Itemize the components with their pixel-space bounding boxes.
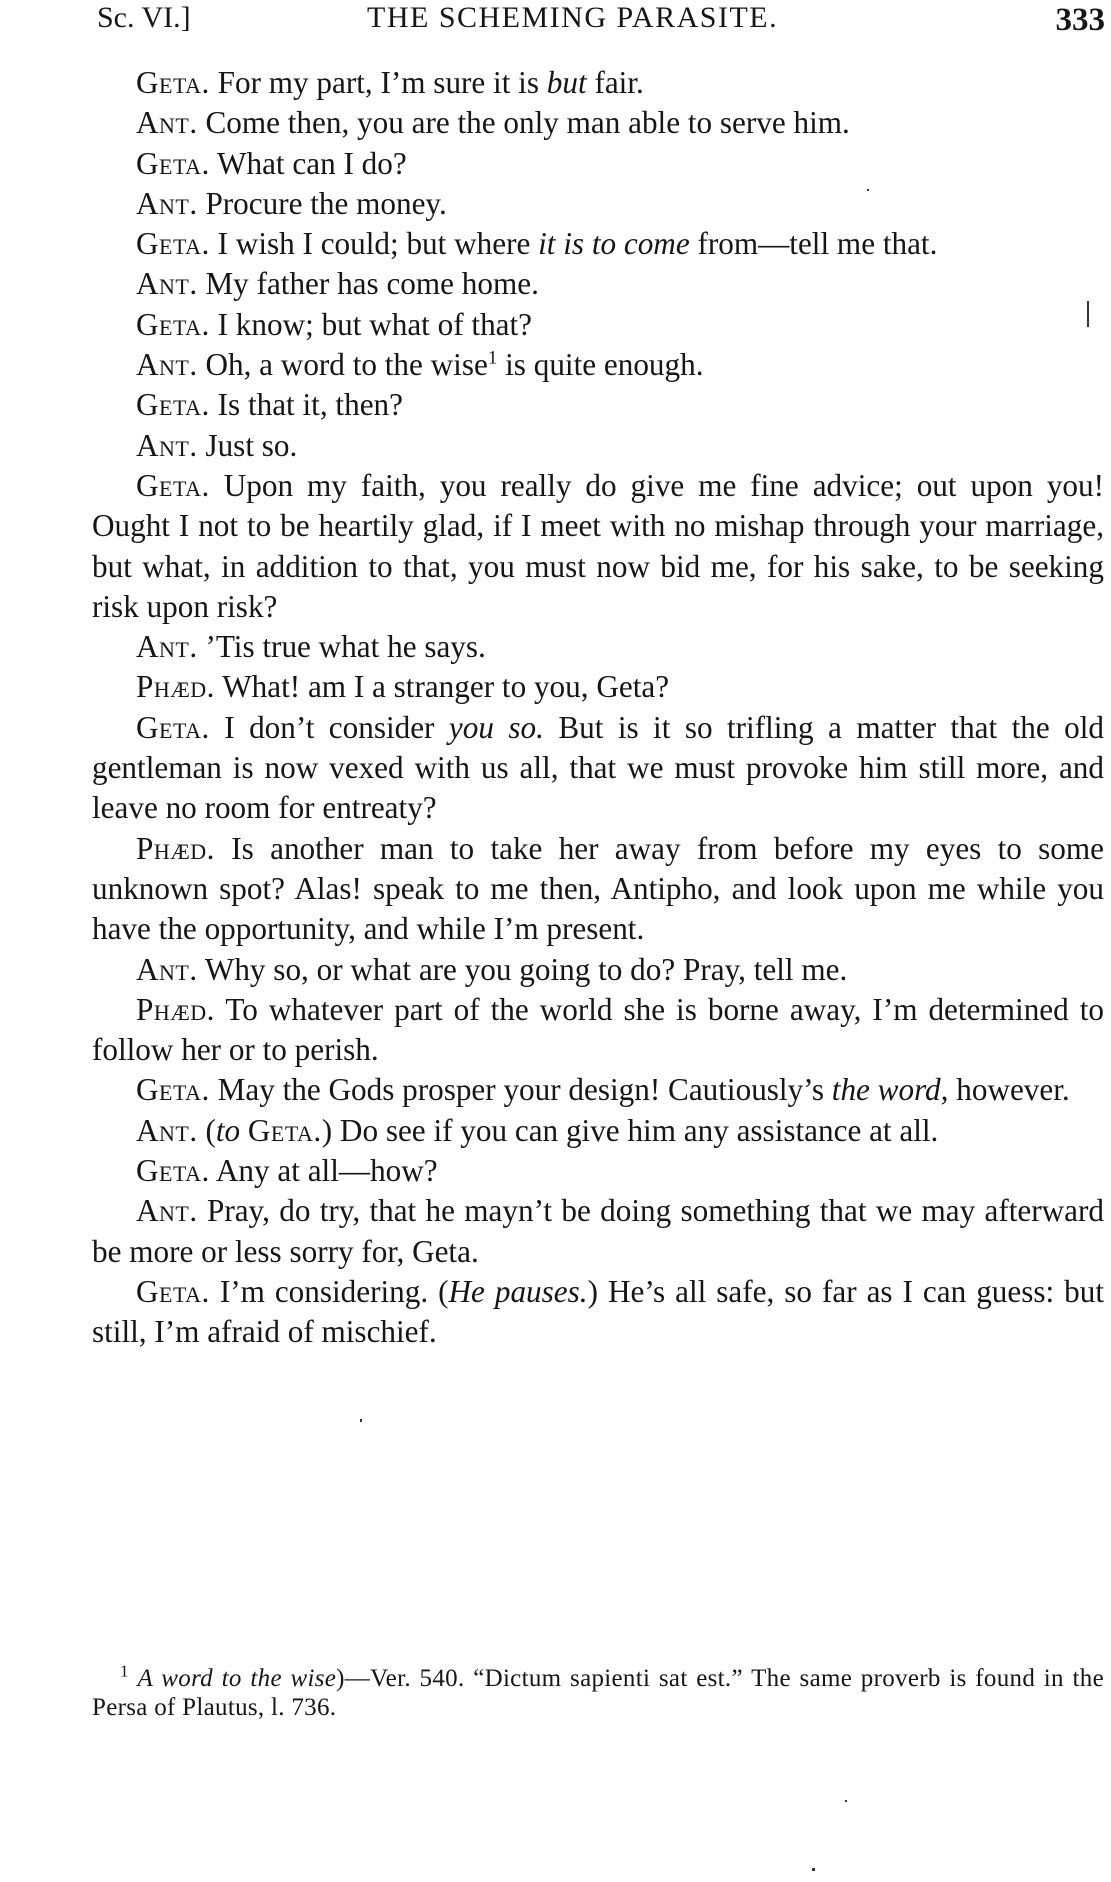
text-run: ( <box>197 1112 216 1148</box>
speech-paragraph <box>92 466 1104 627</box>
speaker-name: Geta. <box>136 226 210 262</box>
speaker-name: Ant. <box>136 1112 198 1148</box>
text-run: ’Tis true what he says. <box>197 629 486 665</box>
text-run: May the Gods prosper your design! Cautiously’s <box>209 1072 832 1108</box>
text-run: Geta. <box>247 1112 322 1148</box>
stray-mark <box>812 1868 815 1871</box>
italic-text: A word to the wise <box>137 1665 337 1692</box>
italic-text: you so. <box>448 709 544 745</box>
speaker-name: Phæd. <box>136 991 215 1027</box>
text-run: Upon my faith, you really do give me fine advice; out upon you! Ought I not to be heartily glad, if I meet with no mishap through your marriage, but what, in addition to that, you must now bid me, for his sake, to be seeking risk upon risk? <box>92 467 1104 624</box>
text-run: To whatever part of the world she is borne away, I’m determined to follow her or to perish. <box>92 991 1104 1068</box>
speaker-name: Ant. <box>136 427 198 463</box>
speech-paragraph <box>92 1070 1104 1110</box>
text-run: I know; but what of that? <box>209 306 533 342</box>
text-run: Is another man to take her away from before my eyes to some unknown spot? Alas! speak to me then, Antipho, and look upon me while you have the opportunity, and while I’m present. <box>92 830 1104 947</box>
speech-paragraph <box>92 1151 1104 1191</box>
speaker-name: Ant. <box>136 185 198 221</box>
text-run: What! am I a stranger to you, Geta? <box>214 669 670 705</box>
speech-paragraph <box>92 385 1104 425</box>
text-run: My father has come home. <box>197 266 539 302</box>
speaker-name: Geta. <box>136 1072 210 1108</box>
speaker-name: Geta. <box>136 65 210 100</box>
speech-paragraph <box>92 627 1104 667</box>
speaker-name: Geta. <box>136 145 210 181</box>
running-title: THE SCHEMING PARASITE. <box>367 1 779 34</box>
text-run: Procure the money. <box>197 185 447 221</box>
speaker-name: Ant. <box>136 1193 198 1229</box>
text-run: however. <box>948 1072 1070 1108</box>
speaker-name: Geta. <box>136 709 210 745</box>
speech-paragraph <box>92 426 1104 466</box>
text-run: is quite enough. <box>497 347 704 383</box>
speaker-name: Phæd. <box>136 669 215 705</box>
stray-mark <box>867 189 869 191</box>
dialogue-text <box>92 63 1104 1353</box>
speaker-name: Ant. <box>136 105 198 141</box>
speaker-name: Geta. <box>136 306 210 342</box>
italic-text: He pauses. <box>448 1273 588 1309</box>
speech-paragraph <box>92 708 1104 829</box>
text-run: For my part, I’m sure it is <box>209 65 547 100</box>
footnote-text <box>92 1661 1104 1722</box>
speech-paragraph <box>92 224 1104 264</box>
speech-paragraph <box>92 1111 1104 1151</box>
text-run: Why so, or what are you going to do? Pray, tell me. <box>197 951 848 987</box>
speech-paragraph <box>92 144 1104 184</box>
speech-paragraph <box>92 990 1104 1071</box>
speech-paragraph <box>92 1191 1104 1272</box>
text-run: ) Do see if you can give him any assistance at all. <box>321 1112 939 1148</box>
footnote-marker: 1 <box>120 1661 129 1681</box>
speaker-name: Geta. <box>136 467 210 503</box>
section-marker: Sc. VI.] <box>97 1 191 34</box>
footnote <box>92 1661 1104 1722</box>
speech-paragraph <box>92 264 1104 304</box>
speaker-name: Ant. <box>136 266 198 302</box>
text-run: Pray, do try, that he mayn’t be doing something that we may afterward be more or less sorry for, Geta. <box>92 1193 1104 1269</box>
speaker-name: Ant. <box>136 951 198 987</box>
speech-paragraph <box>92 305 1104 345</box>
page-number: 333 <box>1055 2 1105 38</box>
speech-paragraph <box>92 345 1104 385</box>
speaker-name: Geta. <box>136 1273 210 1309</box>
text-run: Oh, a word to the wise <box>197 347 488 383</box>
italic-text: but <box>546 65 587 100</box>
speech-paragraph <box>92 667 1104 707</box>
text-run: from—tell me that. <box>689 226 938 262</box>
running-header <box>97 0 1105 38</box>
text-run: fair. <box>586 65 644 100</box>
speech-paragraph <box>92 950 1104 990</box>
speech-paragraph <box>92 103 1104 143</box>
italic-text: to <box>215 1112 241 1148</box>
footnote-reference: 1 <box>487 347 498 369</box>
text-run: ) He’s all safe, so far as I can guess: but still, I’m afraid of mischief. <box>92 1273 1105 1350</box>
italic-text: the word, <box>831 1072 949 1108</box>
text-run: I don’t consider <box>209 709 449 745</box>
speaker-name: Ant. <box>136 347 198 383</box>
speech-paragraph <box>92 184 1104 224</box>
text-run: I’m considering. ( <box>209 1273 449 1309</box>
speaker-name: Geta. <box>136 387 210 423</box>
text-run <box>240 1113 248 1148</box>
text-run: Come then, you are the only man able to serve him. <box>197 105 850 141</box>
speech-paragraph <box>92 1272 1104 1353</box>
speech-paragraph <box>92 829 1104 950</box>
text-run: Any at all—how? <box>209 1153 438 1189</box>
stray-mark <box>360 1419 362 1422</box>
text-run: Just so. <box>197 427 298 463</box>
text-run: Is that it, then? <box>209 387 403 423</box>
italic-text: it is to come <box>538 226 690 262</box>
speaker-name: Geta. <box>136 1153 210 1189</box>
text-run: )—Ver. 540. “Dictum sapienti sat est.” The same proverb is found in the Persa of Plautus, l. 736. <box>92 1665 1104 1721</box>
text-run: I wish I could; but where <box>209 226 539 262</box>
stray-mark <box>845 1800 847 1802</box>
speaker-name: Ant. <box>136 629 198 665</box>
speech-paragraph <box>92 63 1104 103</box>
stray-mark <box>1087 301 1089 327</box>
text-run: What can I do? <box>209 145 407 181</box>
speaker-name: Phæd. <box>136 830 215 866</box>
text-run: But is it so trifling a matter that the old gentleman is now vexed with us all, that we must provoke him still more, and leave no room for entreaty? <box>92 709 1105 826</box>
